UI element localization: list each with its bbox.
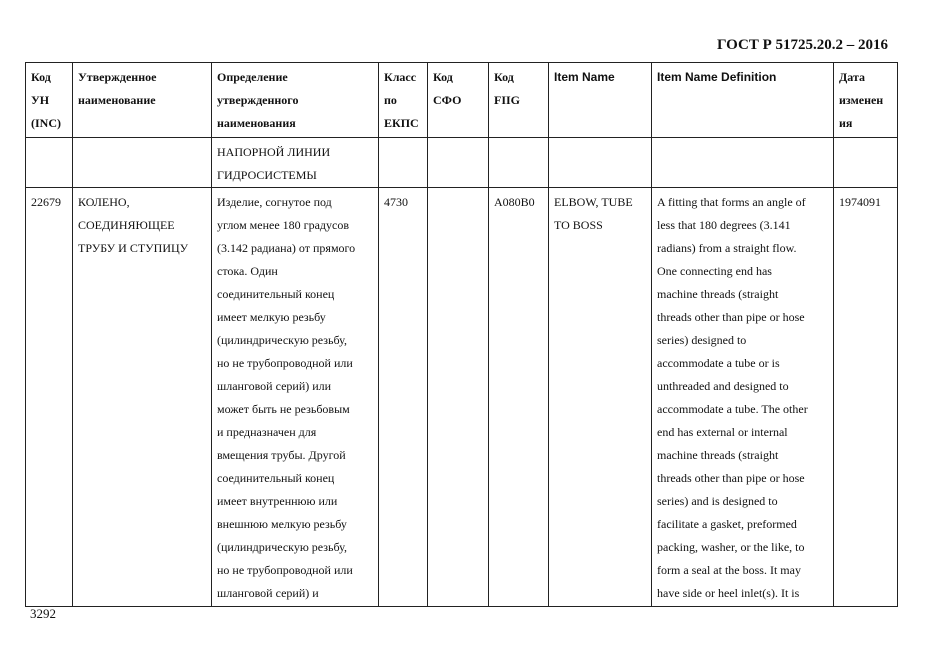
text-line: form a seal at the boss. It may [657, 563, 801, 577]
text-line: вмещения трубы. Другой [217, 448, 346, 462]
text-line: have side or heel inlet(s). It is [657, 586, 800, 600]
text-line: TO BOSS [554, 218, 603, 232]
text-line: СОЕДИНЯЮЩЕЕ [78, 218, 175, 232]
text-line: Дата [839, 70, 865, 84]
col-header-item-name-definition [652, 63, 834, 138]
text-line: СФО [433, 93, 462, 107]
table-row [26, 188, 898, 607]
text-line: A fitting that forms an angle of [657, 195, 806, 209]
text-line: threads other than pipe or hose [657, 310, 805, 324]
text-line: series) and is designed to [657, 494, 778, 508]
text-line: может быть не резьбовым [217, 402, 350, 416]
text-line: series) designed to [657, 333, 747, 347]
text-line: по [384, 93, 397, 107]
text-line: unthreaded and designed to [657, 379, 789, 393]
col-header-definition [212, 63, 379, 138]
definition-cell [212, 188, 379, 607]
table-row-continuation [26, 138, 898, 188]
text-line: packing, washer, or the like, to [657, 540, 805, 554]
col-header-approved-name [73, 63, 212, 138]
item-name-definition-cell [652, 188, 834, 607]
text-line: наименование [78, 93, 156, 107]
col-header-inc [26, 63, 73, 138]
text-line: утвержденного [217, 93, 299, 107]
text-line: Item Name [554, 70, 615, 84]
text-line: имеет мелкую резьбу [217, 310, 326, 324]
document-id-header: ГОСТ Р 51725.20.2 – 2016 [716, 37, 888, 53]
item-name-cell [549, 188, 652, 607]
text-line: (INC) [31, 116, 61, 130]
text-line: end has external or internal [657, 425, 788, 439]
text-line: соединительный конец [217, 471, 335, 485]
table-header-row [26, 63, 898, 138]
text-line: (3.142 радиана) от прямого [217, 241, 356, 255]
text-line: One connecting end has [657, 264, 772, 278]
change-date-cell: 1974091 [834, 188, 898, 607]
text-line: Код [433, 70, 453, 84]
text-line: внешнюю мелкую резьбу [217, 517, 347, 531]
text-line: radians) from a straight flow. [657, 241, 797, 255]
text-line: facilitate a gasket, preformed [657, 517, 797, 531]
text-line: Изделие, согнутое под [217, 195, 332, 209]
continuation-definition-cell [212, 138, 379, 188]
text-line: соединительный конец [217, 287, 335, 301]
ekps-class-cell: 4730 [379, 188, 428, 607]
text-line: углом менее 180 градусов [217, 218, 350, 232]
text-line: Определение [217, 70, 288, 84]
text-line: КОЛЕНО, [78, 195, 130, 209]
fiig-code-cell: A080B0 [489, 188, 549, 607]
text-line: accommodate a tube. The other [657, 402, 808, 416]
text-line: machine threads (straight [657, 448, 779, 462]
text-line: и предназначен для [217, 425, 317, 439]
inc-code-cell: 22679 [26, 188, 73, 607]
text-line: ЕКПС [384, 116, 419, 130]
col-header-change-date [834, 63, 898, 138]
page-number: 3292 [30, 606, 56, 621]
text-line: ТРУБУ И СТУПИЦУ [78, 241, 189, 255]
text-line: УН [31, 93, 50, 107]
col-header-item-name [549, 63, 652, 138]
text-line: изменен [839, 93, 884, 107]
text-line: machine threads (straight [657, 287, 779, 301]
text-line: стока. Один [217, 264, 278, 278]
text-line: НАПОРНОЙ ЛИНИИ [217, 145, 331, 159]
col-header-fiig-code [489, 63, 549, 138]
text-line: шланговой серий) и [217, 586, 319, 600]
text-line: но не трубопроводной или [217, 356, 353, 370]
text-line: шланговой серий) или [217, 379, 332, 393]
text-line: Код [31, 70, 51, 84]
text-line: FIIG [494, 93, 521, 107]
approved-name-cell [73, 188, 212, 607]
text-line: имеет внутреннюю или [217, 494, 338, 508]
text-line: но не трубопроводной или [217, 563, 353, 577]
text-line: less that 180 degrees (3.141 [657, 218, 791, 232]
text-line: Код [494, 70, 514, 84]
text-line: accommodate a tube or is [657, 356, 780, 370]
catalog-table [25, 62, 898, 607]
text-line: threads other than pipe or hose [657, 471, 805, 485]
col-header-ekps-class [379, 63, 428, 138]
text-line: ия [839, 116, 853, 130]
text-line: наименования [217, 116, 296, 130]
text-line: (цилиндрическую резьбу, [217, 333, 347, 347]
col-header-sfo-code [428, 63, 489, 138]
text-line: Класс [384, 70, 417, 84]
text-line: (цилиндрическую резьбу, [217, 540, 347, 554]
text-line: ГИДРОСИСТЕМЫ [217, 168, 317, 182]
sfo-code-cell [428, 188, 489, 607]
text-line: ELBOW, TUBE [554, 195, 633, 209]
text-line: Item Name Definition [657, 70, 777, 84]
text-line: Утвержденное [78, 70, 157, 84]
